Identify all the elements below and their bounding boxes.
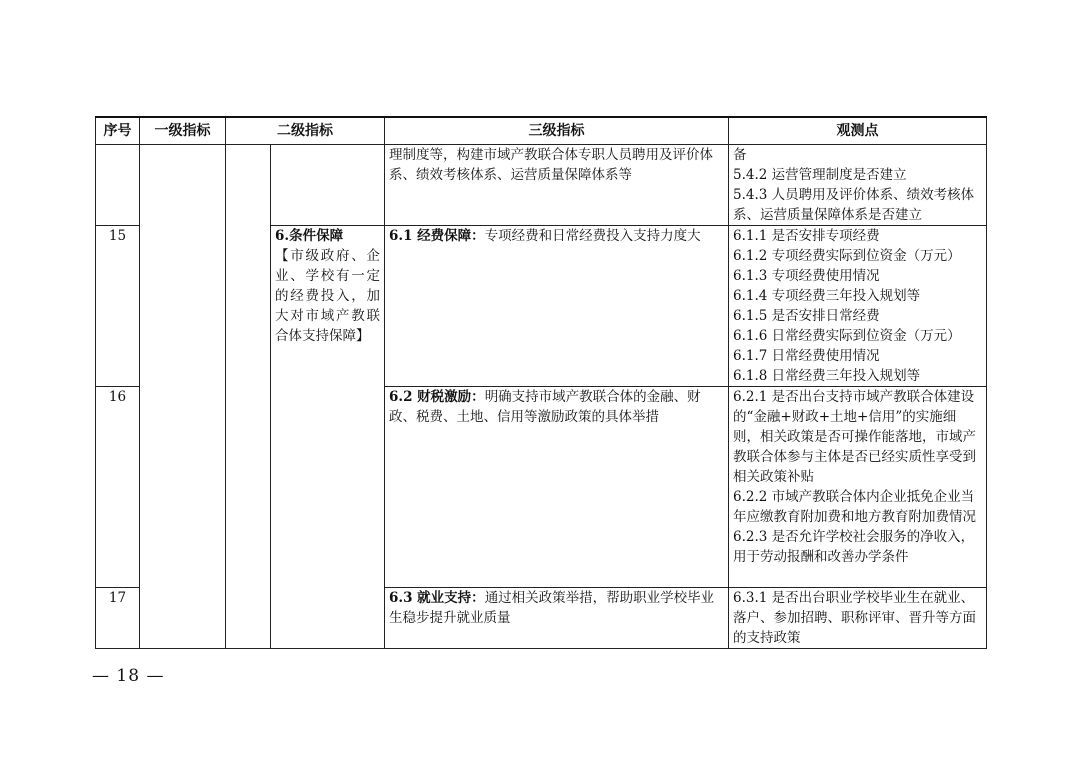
row-seq (96, 145, 140, 226)
level3-cell (385, 145, 729, 226)
level2-continued-cell (271, 145, 385, 226)
observe-item: 6.1.8 日常经费三年投入规划等 (733, 368, 921, 384)
level2-left-cell (226, 145, 271, 649)
header-level2: 二级指标 (226, 117, 385, 145)
observe-cell (729, 145, 987, 226)
observe-item: 6.1.5 是否安排日常经费 (733, 308, 880, 324)
header-observe: 观测点 (729, 117, 987, 145)
level3-text: 理制度等，构建市域产教联合体专职人员聘用及评价体系、绩效考核体系、运营质量保障体系等 (389, 147, 713, 183)
observe-item: 5.4.2 运营管理制度是否建立 (733, 167, 907, 183)
table-row (96, 145, 987, 226)
observe-item: 5.4.3 人员聘用及评价体系、绩效考核体系、运营质量保障体系是否建立 (733, 187, 975, 223)
page-number: — 18 — (92, 666, 165, 686)
level3-text: 明确支持市域产教联合体的金融、财政、税费、土地、信用等激励政策的具体举措 (389, 389, 701, 425)
observe-item: 备 (733, 147, 747, 163)
indicator-table (95, 116, 987, 649)
row-seq: 15 (96, 226, 140, 387)
level2-condition-cell (271, 226, 385, 649)
level3-bold: 6.2 财税激励： (389, 389, 485, 405)
table-header-row (96, 117, 987, 145)
observe-cell (729, 387, 987, 588)
observe-item: 6.1.4 专项经费三年投入规划等 (733, 288, 921, 304)
row-seq: 17 (96, 588, 140, 649)
row-seq: 16 (96, 387, 140, 588)
observe-item: 6.1.3 专项经费使用情况 (733, 268, 880, 284)
observe-item: 6.1.6 日常经费实际到位资金（万元） (733, 328, 961, 344)
observe-item: 6.1.7 日常经费使用情况 (733, 348, 880, 364)
level3-cell (385, 387, 729, 588)
level1-cell (140, 145, 226, 649)
observe-item: 6.2.2 市域产教联合体内企业抵免企业当年应缴教育附加费和地方教育附加费情况 (733, 489, 976, 525)
level3-bold: 6.1 经费保障： (389, 228, 485, 244)
header-level3: 三级指标 (385, 117, 729, 145)
observe-cell (729, 226, 987, 387)
level2-title: 6.条件保障 (275, 228, 344, 244)
level3-cell (385, 588, 729, 649)
level3-bold: 6.3 就业支持： (389, 590, 485, 606)
header-seq: 序号 (96, 117, 140, 145)
observe-item: 6.1.1 是否安排专项经费 (733, 228, 880, 244)
observe-item: 6.2.1 是否出台支持市域产教联合体建设的“金融+财政+土地+信用”的实施细则，相关政策是否可操作能落地，市域产教联合体参与主体是否已经实质性享受到相关政策补贴 (733, 389, 976, 485)
header-level1: 一级指标 (140, 117, 226, 145)
observe-item: 6.3.1 是否出台职业学校毕业生在就业、落户、参加招聘、职称评审、晋升等方面的支持政策 (733, 590, 976, 646)
level2-desc: 【市级政府、企业、学校有一定的经费投入，加大对市域产教联合体支持保障】 (275, 248, 380, 344)
level3-cell (385, 226, 729, 387)
observe-item: 6.1.2 专项经费实际到位资金（万元） (733, 248, 961, 264)
observe-item: 6.2.3 是否允许学校社会服务的净收入，用于劳动报酬和改善办学条件 (733, 529, 975, 565)
observe-cell (729, 588, 987, 649)
level3-text: 通过相关政策举措，帮助职业学校毕业生稳步提升就业质量 (389, 590, 715, 626)
level3-text: 专项经费和日常经费投入支持力度大 (484, 228, 701, 244)
